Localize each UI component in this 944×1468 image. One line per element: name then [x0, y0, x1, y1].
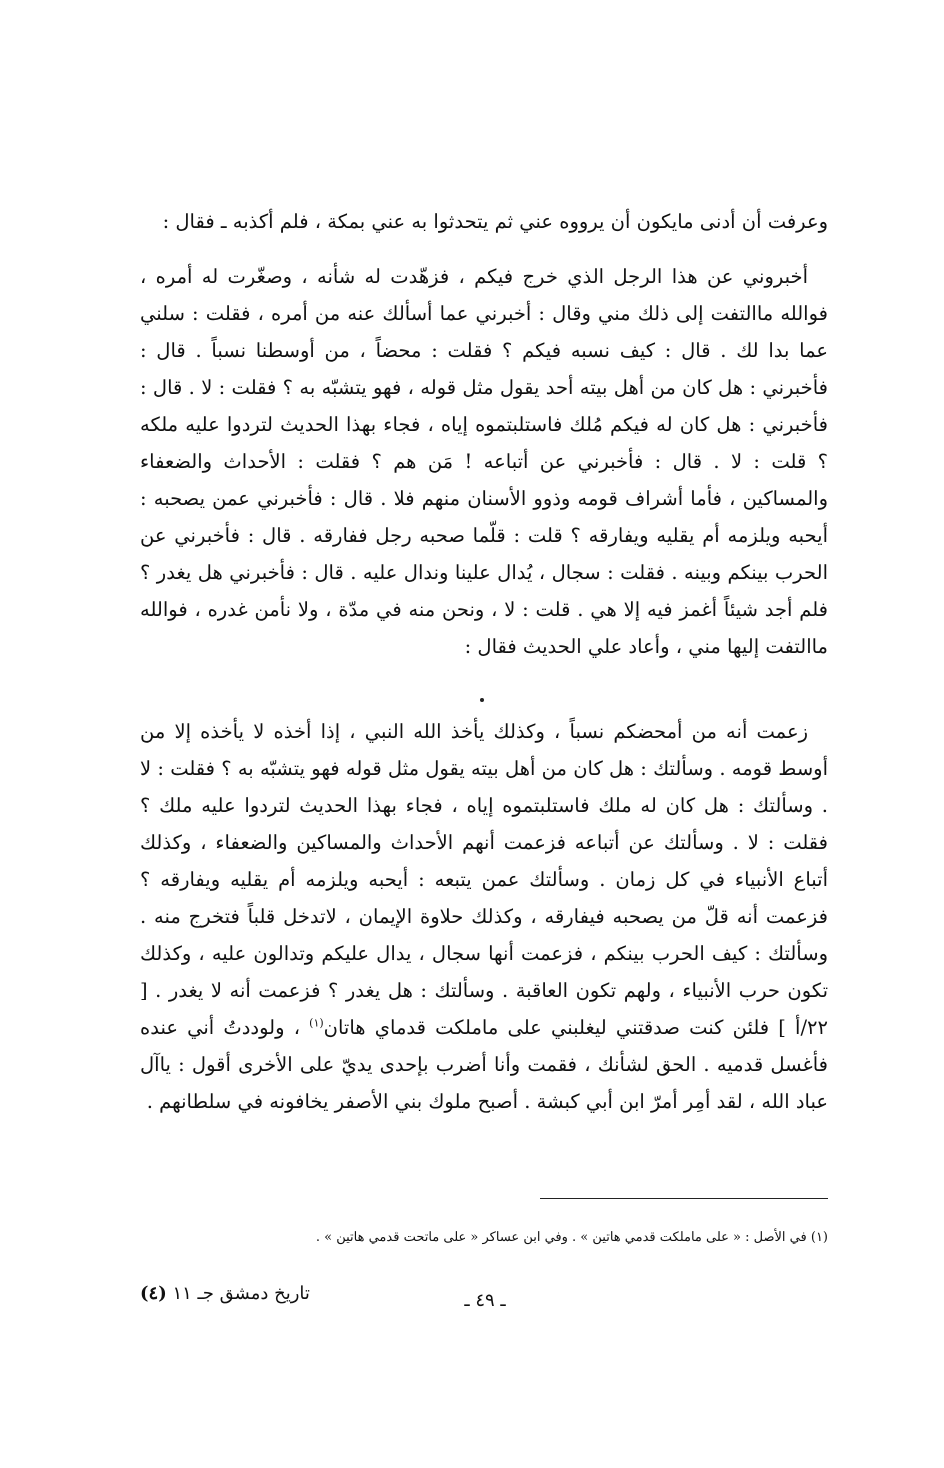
paragraph-questions — [140, 258, 828, 665]
stray-dot-mark — [480, 698, 484, 702]
footnote-text: (١) في الأصل : « على ماملكت قدمي هاتين » . وفي ابن عساكر « على ماتحت قدمي هاتين » . — [315, 1230, 828, 1245]
paragraph-questions-text: أخبروني عن هذا الرجل الذي خرج فيكم ، فزهّدت له شأنه ، وصغّرت له أمره ، فوالله ماالتفت إلى ذلك مني وقال : أخبرني عما أسألك عنه من أمره ، فقلت : سلني عما بدا لك . قال : كيف نسبه فيكم ؟ فقلت : محضاً ، من أوسطنا نسباً . قال : فأخبرني : هل كان من أهل بيته أحد يقول مثل قوله ، فهو يتشبّه به ؟ فقلت : لا . قال : فأخبرني : هل كان له فيكم مُلك فاستلبتموه إياه ، فجاء بهذا الحديث لتردوا عليه ملكه ؟ قلت : لا . قال : فأخبرني عن أتباعه ! مَن هم ؟ فقلت : الأحداث والضعفاء والمساكين ، فأما أشراف قومه وذوو الأسنان منهم فلا . قال : فأخبرني عمن يصحبه : أيحبه ويلزمه أم يقليه ويفارقه ؟ قلت : قلّما صحبه رجل ففارقه . قال : فأخبرني عن الحرب بينكم وبينه . فقلت : سجال ، يُدال علينا وندال عليه . قال : فأخبرني هل يغدر ؟ فلم أجد شيئاً أغمز فيه إلا هي . قلت : لا ، ونحن منه في مدّة ، ولا نأمن غدره ، فوالله ماالتفت إليها مني ، وأعاد علي الحديث فقال : — [140, 265, 828, 658]
paragraph-response-text-a: زعمت أنه من أمحضكم نسباً ، وكذلك يأخذ الله النبي ، إذا أخذه لا يأخذه إلا من أوسط قومه . وسألتك : هل كان من أهل بيته يقول مثل قوله فهو يتشبّه به ؟ فقلت : لا . وسألتك : هل كان له ملك فاستلبتموه إياه ، فجاء بهذا الحديث لتردوا عليه ملك ؟ فقلت : لا . وسألتك عن أتباعه فزعمت أنهم الأحداث والمساكين والضعفاء ، وكذلك أتباع الأنبياء في كل زمان . وسألتك عمن يتبعه : أيحبه ويلزمه أم يقليه ويفارقه ؟ فزعمت أنه قلّ من يصحبه فيفارقه ، وكذلك حلاوة الإيمان ، لاتدخل قلباً فتخرج منه . وسألتك : كيف الحرب بينكم ، فزعمت أنها سجال ، يدال عليكم وتدالون عليه ، وكذلك تكون حرب الأنبياء ، ولهم تكون العاقبة . وسألتك : هل يغدر ؟ فزعمت أنه لا يغدر . [ ٢٢/أ ] فلئن كنت صدقتني ليغلبني على ماملكت قدماي هاتان — [140, 720, 828, 1039]
footnote-divider — [540, 1198, 828, 1199]
volume-number: (٤) — [140, 1283, 167, 1304]
paragraph-response-text-b: ، ولوددتُ أني عنده فأغسل قدميه . الحق لشأنك ، فقمت وأنا أضرب بإحدى يديّ على الأخرى أقول : ياآل عباد الله ، لقد أمِر أمرّ ابن أبي كبشة . أصبح ملوك بني الأصفر يخافونه في سلطانهم . — [140, 1016, 828, 1113]
book-title: تاريخ دمشق جـ ١١ — [172, 1283, 310, 1304]
running-footer — [140, 1280, 360, 1308]
intro-line: وعرفت أن أدنى مايكون أن يرووه عني ثم يتحدثوا به عني بمكة ، فلم أكذبه ـ فقال : — [162, 210, 828, 233]
footnote-reference[interactable]: (١) — [309, 1016, 324, 1030]
page-number: ـ ٤٩ ـ — [464, 1290, 506, 1311]
paragraph-response — [140, 713, 828, 1120]
